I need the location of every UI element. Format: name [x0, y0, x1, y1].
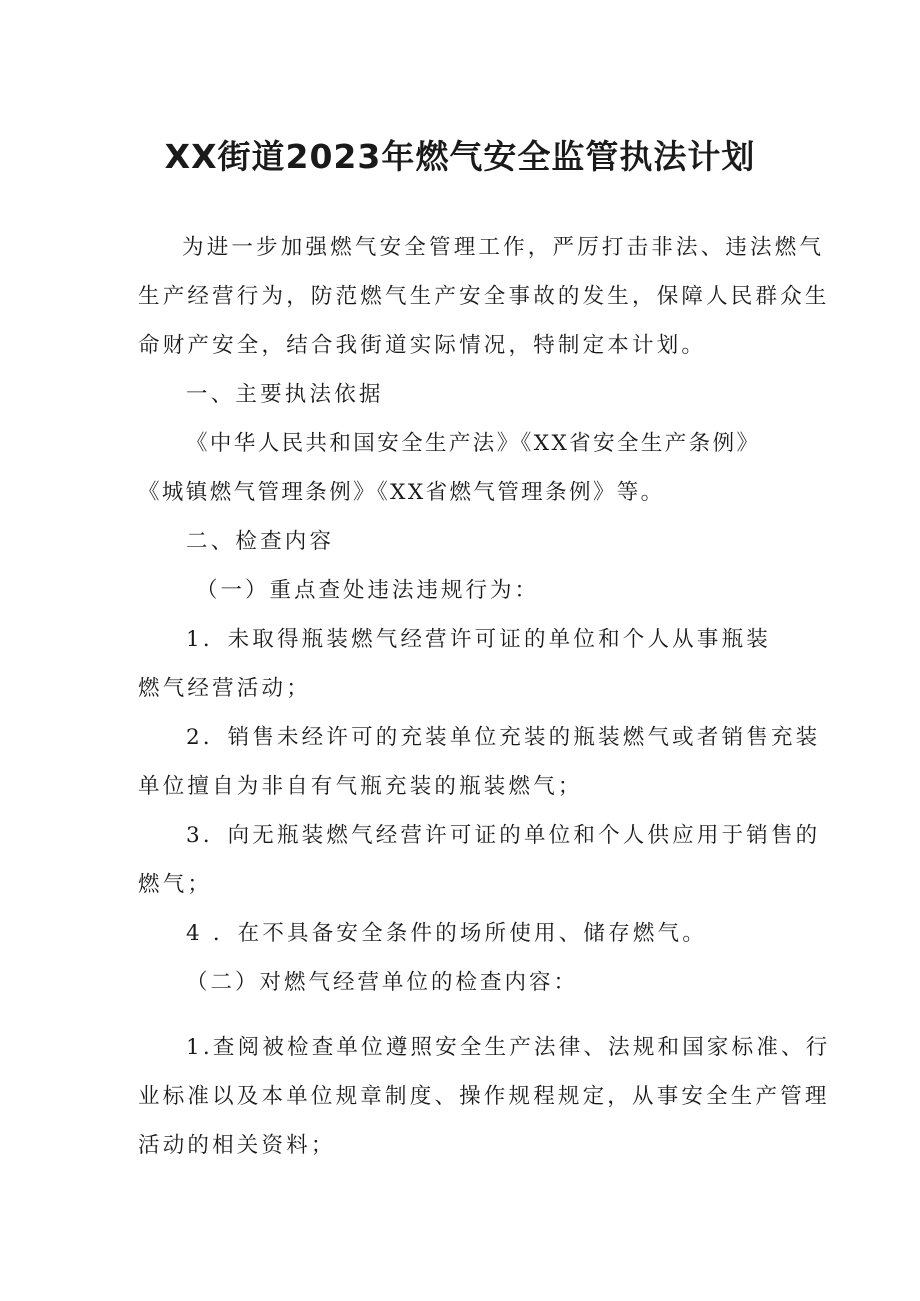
- list-item: 业标准以及本单位规章制度、操作规程规定，从事安全生产管理: [138, 1084, 830, 1109]
- list-item: 燃气；: [138, 872, 213, 897]
- list-item: 3．向无瓶装燃气经营许可证的单位和个人供应用于销售的: [186, 823, 821, 848]
- intro-line-2: 生产经营行为，防范燃气生产安全事故的发生，保障人民群众生: [138, 284, 830, 309]
- list-item: 4 ．在不具备安全条件的场所使用、储存燃气。: [186, 921, 707, 946]
- intro-line-3: 命财产安全，结合我街道实际情况，特制定本计划。: [138, 333, 707, 358]
- list-item: 1.查阅被检查单位遵照安全生产法律、法规和国家标准、行: [186, 1035, 831, 1060]
- intro-line-1: 为进一步加强燃气安全管理工作，严厉打击非法、违法燃气: [182, 235, 825, 260]
- subsection-2-heading: （二）对燃气经营单位的检查内容：: [186, 970, 579, 995]
- list-item: 燃气经营活动；: [138, 676, 311, 701]
- list-item: 1．未取得瓶装燃气经营许可证的单位和个人从事瓶装: [186, 627, 771, 652]
- list-item: 2．销售未经许可的充装单位充装的瓶装燃气或者销售充装: [186, 725, 821, 750]
- list-item: 单位擅自为非自有气瓶充装的瓶装燃气；: [138, 774, 583, 799]
- document-title: XX街道2023年燃气安全监管执法计划: [164, 137, 756, 176]
- section-1-heading: 一、主要执法依据: [186, 382, 384, 407]
- list-item: 活动的相关资料；: [138, 1133, 336, 1158]
- section-2-heading: 二、检查内容: [186, 529, 335, 554]
- laws-line-1: 《中华人民共和国安全生产法》《XX省安全生产条例》: [186, 431, 761, 456]
- laws-line-2: 《城镇燃气管理条例》《XX省燃气管理条例》等。: [138, 480, 665, 505]
- subsection-1-heading: （一）重点查处违法违规行为：: [196, 578, 540, 603]
